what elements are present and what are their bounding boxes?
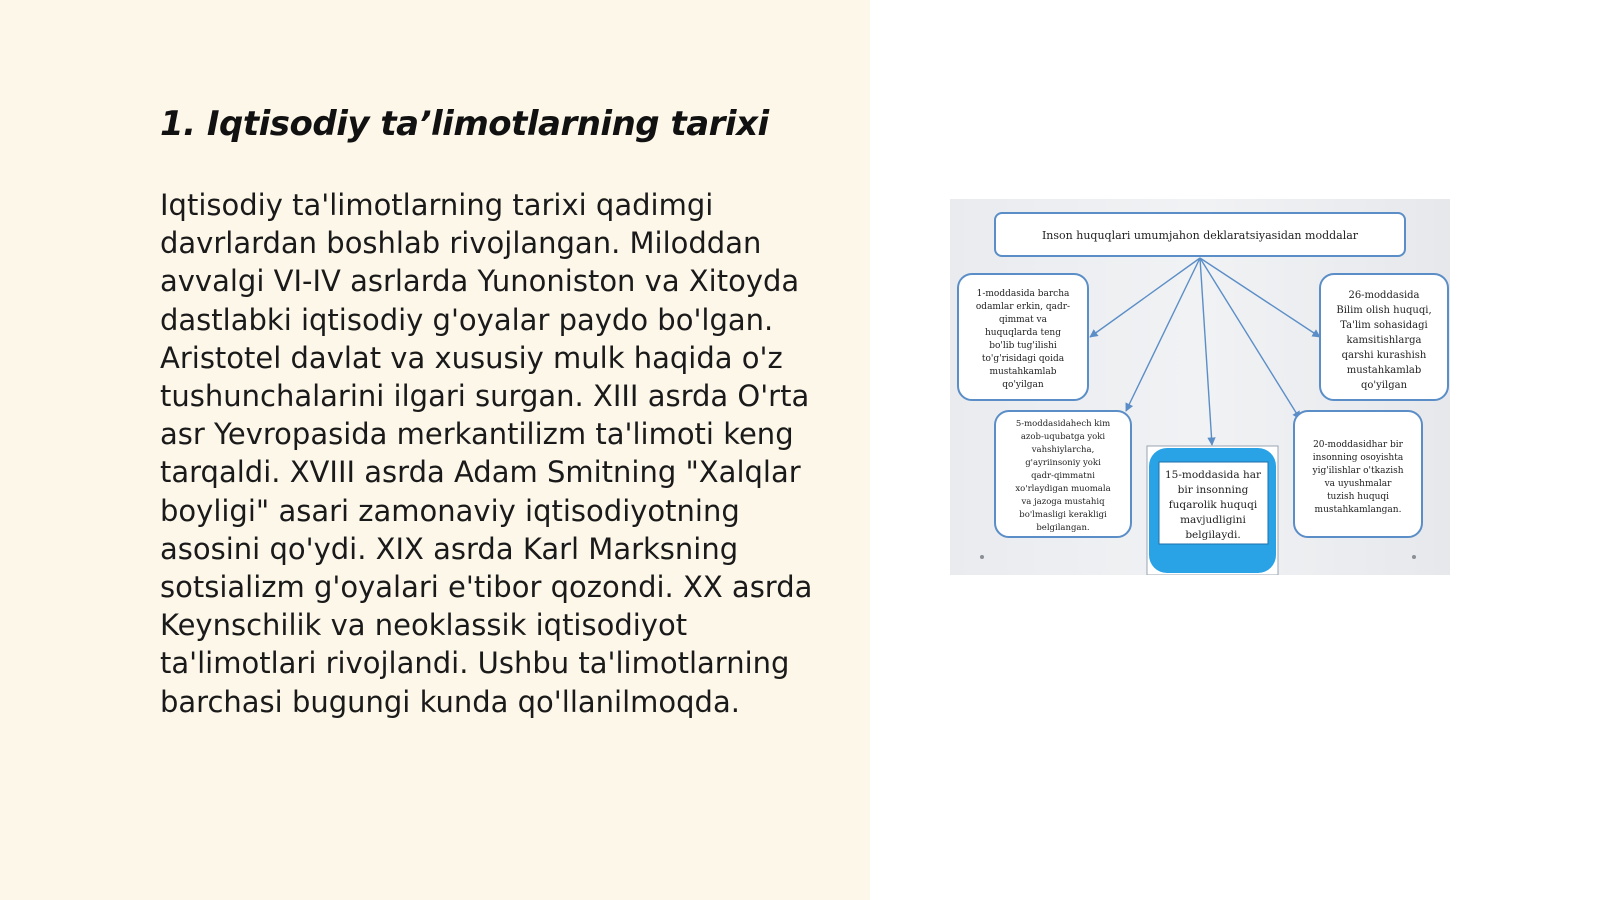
body-line: tarqaldi. XVIII asrda Adam Smitning "Xalqlar — [160, 455, 801, 490]
svg-text:qimmat va: qimmat va — [998, 315, 1048, 325]
svg-text:qo'yilgan: qo'yilgan — [1360, 380, 1408, 391]
diagram-dot — [1412, 555, 1416, 559]
svg-text:huquqlarda teng: huquqlarda teng — [985, 328, 1061, 338]
svg-text:va uyushmalar: va uyushmalar — [1324, 479, 1392, 489]
rights-diagram-image — [950, 199, 1450, 575]
svg-text:mustahkamlab: mustahkamlab — [1346, 365, 1422, 376]
svg-text:va jazoga mustahiq: va jazoga mustahiq — [1021, 497, 1105, 507]
svg-text:g'ayriinsoniy yoki: g'ayriinsoniy yoki — [1025, 458, 1101, 468]
svg-text:to'g'risidagi qoida: to'g'risidagi qoida — [981, 354, 1065, 364]
body-line: asr Yevropasida merkantilizm ta'limoti keng — [160, 417, 794, 452]
svg-text:1-moddasida barcha: 1-moddasida barcha — [976, 289, 1070, 299]
svg-text:insonning osoyishta: insonning osoyishta — [1312, 453, 1404, 463]
svg-text:belgilangan.: belgilangan. — [1036, 523, 1090, 533]
body-line: Iqtisodiy ta'limotlarning tarixi qadimgi — [160, 188, 714, 222]
svg-text:Ta'lim sohasidagi: Ta'lim sohasidagi — [1340, 320, 1428, 331]
svg-text:fuqarolik huquqi: fuqarolik huquqi — [1168, 499, 1258, 511]
body-line: asosini qo'ydi. XIX asrda Karl Marksning — [160, 531, 739, 566]
svg-text:mustahkamlab: mustahkamlab — [989, 367, 1057, 377]
body-line: davrlardan boshlab rivojlangan. Miloddan — [160, 226, 762, 261]
diagram-header-text: Inson huquqlari umumjahon deklaratsiyasidan moddalar — [1041, 229, 1359, 242]
svg-text:belgilaydi.: belgilaydi. — [1185, 529, 1241, 541]
article26-text — [1336, 290, 1431, 391]
svg-text:qarshi kurashish: qarshi kurashish — [1341, 350, 1427, 361]
svg-text:tuzish huquqi: tuzish huquqi — [1326, 492, 1390, 502]
body-line: tushunchalarini ilgari surgan. XIII asrda O'rta — [160, 379, 810, 414]
svg-text:Bilim olish huquqi,: Bilim olish huquqi, — [1336, 305, 1432, 316]
svg-text:vahshiylarcha,: vahshiylarcha, — [1031, 445, 1095, 455]
slide-title: 1. Iqtisodiy ta’limotlarning tarixi — [160, 104, 769, 144]
svg-text:odamlar erkin, qadr-: odamlar erkin, qadr- — [975, 302, 1071, 312]
svg-text:26-moddasida: 26-moddasida — [1348, 290, 1420, 301]
svg-text:xo'rlaydigan muomala: xo'rlaydigan muomala — [1015, 484, 1111, 494]
svg-text:20-moddasidhar bir: 20-moddasidhar bir — [1313, 440, 1403, 450]
svg-text:yig'ilishlar o'tkazish: yig'ilishlar o'tkazish — [1312, 466, 1404, 476]
svg-text:bo'lib tug'ilishi: bo'lib tug'ilishi — [989, 341, 1057, 351]
body-line: dastlabki iqtisodiy g'oyalar paydo bo'lgan. — [160, 302, 774, 337]
svg-text:mavjudligini: mavjudligini — [1180, 514, 1246, 526]
body-line: Aristotel davlat va xususiy mulk haqida o'z — [160, 340, 783, 375]
svg-text:15-moddasida har: 15-moddasida har — [1165, 469, 1261, 481]
body-line: boyligi" asari zamonaviy iqtisodiyotning — [160, 493, 740, 528]
svg-text:qo'yilgan: qo'yilgan — [1002, 380, 1044, 390]
svg-text:azob-uqubatga yoki: azob-uqubatga yoki — [1020, 432, 1106, 442]
slide-body-text — [160, 186, 850, 721]
svg-text:bo'lmasligi kerakligi: bo'lmasligi kerakligi — [1019, 510, 1107, 520]
svg-text:mustahkamlangan.: mustahkamlangan. — [1314, 505, 1402, 515]
body-line: sotsializm g'oyalari e'tibor qozondi. XX asrda — [160, 570, 813, 605]
body-line: barchasi bugungi kunda qo'llanilmoqda. — [160, 684, 740, 719]
svg-text:qadr-qimmatni: qadr-qimmatni — [1031, 471, 1095, 481]
body-line: Keynschilik va neoklassik iqtisodiyot — [160, 608, 688, 643]
svg-text:bir insonning: bir insonning — [1177, 484, 1249, 496]
svg-text:kamsitishlarga: kamsitishlarga — [1346, 335, 1422, 346]
diagram-dot — [980, 555, 984, 559]
body-line: ta'limotlari rivojlandi. Ushbu ta'limotlarning — [160, 646, 790, 681]
svg-text:5-moddasidahech kim: 5-moddasidahech kim — [1015, 419, 1111, 429]
body-line: avvalgi VI-IV asrlarda Yunoniston va Xitoyda — [160, 264, 800, 299]
